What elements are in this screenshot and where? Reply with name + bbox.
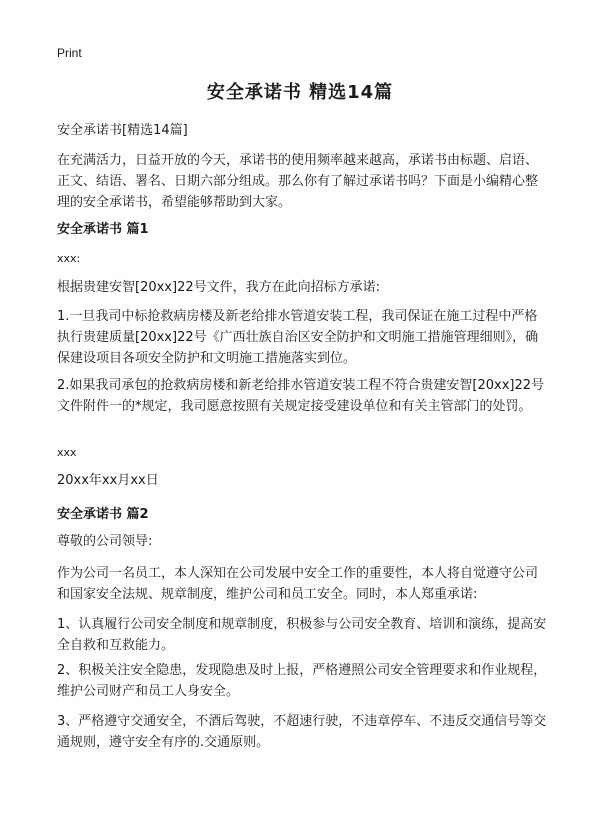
section2-item-1: 1、认真履行公司安全制度和规章制度，积极参与公司安全教育、培训和演练，提高安全自救和互救能力。 bbox=[57, 617, 547, 653]
section2-salutation: 尊敬的公司领导: bbox=[57, 534, 153, 549]
section1-salutation: xxx: bbox=[57, 252, 81, 265]
document-subtitle: 安全承诺书[精选14篇] bbox=[57, 123, 188, 138]
section-heading-1: 安全承诺书 篇1 bbox=[57, 222, 149, 237]
print-label[interactable]: Print bbox=[57, 46, 82, 60]
section2-item-2: 2、积极关注安全隐患，发现隐患及时上报，严格遵照公司安全管理要求和作业规程，维护公司财产和员工人身安全。 bbox=[57, 663, 547, 699]
section2-item-3: 3、严格遵守交通安全，不酒后驾驶，不超速行驶，不违章停车、不违反交通信号等交通规则，遵守安全有序的.交通原则。 bbox=[57, 714, 547, 750]
document-title: 安全承诺书 精选14篇 bbox=[206, 82, 394, 103]
section1-lead: 根据贵建安智[20xx]22号文件，我方在此向招标方承诺: bbox=[57, 280, 380, 295]
section-heading-2: 安全承诺书 篇2 bbox=[57, 507, 149, 522]
section1-item-1: 1.一旦我司中标抢救病房楼及新老给排水管道安装工程，我司保证在施工过程中严格执行贵建质量[20xx]22号《广西壮族自治区安全防护和文明施工措施管理细则》，确保建设项目各项安全防护和文明施工措施落实到位。 bbox=[57, 309, 539, 366]
intro-paragraph: 在充满活力，日益开放的今天，承诺书的使用频率越来越高，承诺书由标题、启语、正文、结语、署名、日期六部分组成。那么你有了解过承诺书吗？下面是小编精心整理的安全承诺书，希望能够帮助到大家。 bbox=[57, 153, 539, 210]
section1-signature: xxx bbox=[57, 446, 77, 459]
section1-date: 20xx年xx月xx日 bbox=[57, 473, 159, 488]
section2-lead: 作为公司一名员工，本人深知在公司发展中安全工作的重要性，本人将自觉遵守公司和国家安全法规、规章制度，维护公司和员工安全。同时，本人郑重承诺: bbox=[57, 566, 539, 602]
section1-item-2: 2.如果我司承包的抢救病房楼和新老给排水管道安装工程不符合贵建安智[20xx]22号文件附件一的*规定，我司愿意按照有关规定接受建设单位和有关主管部门的处罚。 bbox=[57, 378, 545, 414]
